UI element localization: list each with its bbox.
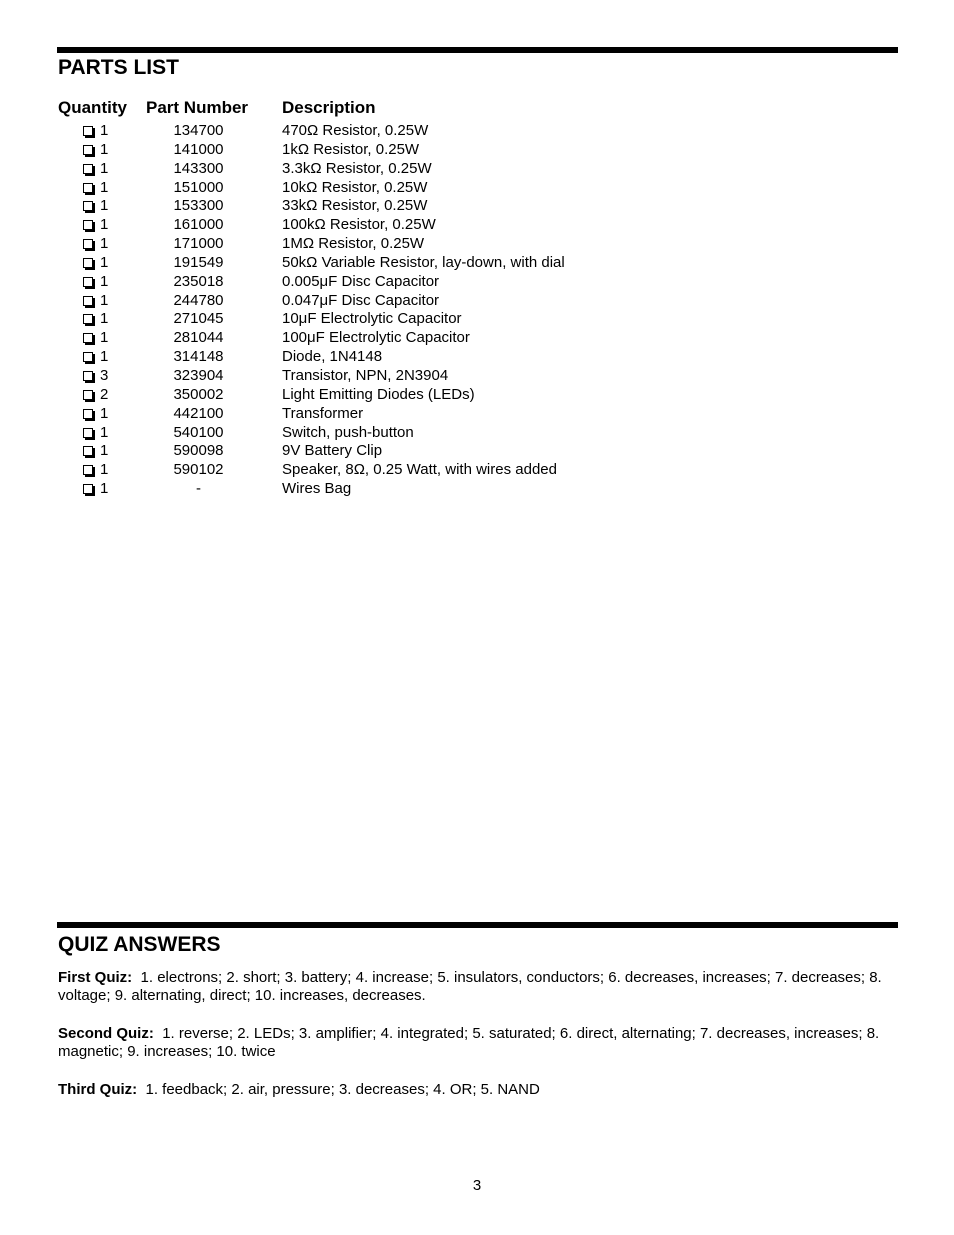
parts-rows bbox=[58, 122, 658, 499]
row-quantity: 1 bbox=[100, 216, 109, 234]
row-quantity: 1 bbox=[100, 235, 109, 253]
quiz-third bbox=[58, 1081, 903, 1099]
checkbox-icon bbox=[83, 220, 93, 230]
checkbox-icon bbox=[83, 201, 93, 211]
quiz-answers-title: QUIZ ANSWERS bbox=[58, 933, 221, 956]
row-description: 33kΩ Resistor, 0.25W bbox=[282, 197, 428, 215]
table-row bbox=[58, 424, 658, 443]
row-description: 470Ω Resistor, 0.25W bbox=[282, 122, 429, 139]
quiz-second-label: Second Quiz: bbox=[58, 1025, 154, 1042]
checkbox-icon bbox=[83, 296, 93, 306]
checkbox-icon bbox=[83, 390, 93, 400]
row-part-number: 151000 bbox=[173, 178, 224, 196]
row-part-number: 191549 bbox=[173, 253, 224, 271]
row-quantity: 1 bbox=[100, 404, 109, 422]
row-quantity: 1 bbox=[100, 480, 109, 498]
row-quantity: 1 bbox=[100, 310, 109, 328]
row-quantity: 1 bbox=[100, 272, 109, 290]
table-row bbox=[58, 405, 658, 424]
row-part-number: 143300 bbox=[173, 159, 224, 177]
checkbox-icon bbox=[83, 409, 93, 419]
row-part-number: 323904 bbox=[173, 366, 224, 384]
checkbox-icon bbox=[83, 183, 93, 193]
checkbox-icon bbox=[83, 446, 93, 456]
quiz-third-answers: 1. feedback; 2. air, pressure; 3. decreases; 4. OR; 5. NAND bbox=[145, 1081, 540, 1098]
row-description: 9V Battery Clip bbox=[282, 442, 383, 460]
checkbox-icon bbox=[83, 371, 93, 381]
row-quantity: 1 bbox=[100, 442, 109, 460]
quiz-first-label: First Quiz: bbox=[58, 969, 133, 986]
row-quantity: 1 bbox=[100, 178, 109, 196]
header-part-number: Part Number bbox=[146, 98, 249, 117]
checkbox-icon bbox=[83, 258, 93, 268]
page-number: 3 bbox=[472, 1177, 482, 1194]
quiz-second bbox=[58, 1025, 903, 1061]
row-part-number: 350002 bbox=[173, 385, 224, 403]
table-row bbox=[58, 122, 658, 141]
row-description: Transformer bbox=[282, 404, 364, 422]
table-row bbox=[58, 216, 658, 235]
checkbox-icon bbox=[83, 484, 93, 494]
row-quantity: 1 bbox=[100, 329, 109, 347]
row-quantity: 1 bbox=[100, 197, 109, 215]
row-description: 50kΩ Variable Resistor, lay-down, with dial bbox=[282, 253, 565, 271]
row-part-number: 590098 bbox=[173, 442, 224, 460]
row-part-number: 590102 bbox=[173, 461, 224, 479]
row-description: Wires Bag bbox=[282, 480, 352, 498]
table-row bbox=[58, 329, 658, 348]
checkbox-icon bbox=[83, 164, 93, 174]
table-row bbox=[58, 442, 658, 461]
table-row bbox=[58, 179, 658, 198]
row-description: 1kΩ Resistor, 0.25W bbox=[282, 140, 420, 158]
table-row bbox=[58, 254, 658, 273]
table-row bbox=[58, 273, 658, 292]
checkbox-icon bbox=[83, 428, 93, 438]
row-description: 0.047μF Disc Capacitor bbox=[282, 291, 440, 309]
row-part-number: 314148 bbox=[173, 348, 224, 366]
quiz-first-answers: 1. electrons; 2. short; 3. battery; 4. increase; 5. insulators, conductors; 6. decreases, increases; 7. decreases; 8. voltage; 9. alternating, direct; 10. increases, decreases. bbox=[58, 969, 882, 1004]
row-part-number: 540100 bbox=[173, 423, 224, 441]
row-quantity: 1 bbox=[100, 159, 109, 177]
row-part-number: - bbox=[196, 480, 201, 498]
row-description: Speaker, 8Ω, 0.25 Watt, with wires added bbox=[282, 461, 557, 479]
row-part-number: 281044 bbox=[173, 329, 224, 347]
row-part-number: 235018 bbox=[173, 272, 224, 290]
checkbox-icon bbox=[83, 314, 93, 324]
quiz-first bbox=[58, 969, 903, 1005]
checkbox-icon bbox=[83, 126, 93, 136]
row-quantity: 2 bbox=[100, 385, 109, 403]
row-quantity: 1 bbox=[100, 423, 109, 441]
row-description: 100μF Electrolytic Capacitor bbox=[282, 329, 470, 347]
row-description: 1MΩ Resistor, 0.25W bbox=[282, 235, 425, 253]
row-part-number: 141000 bbox=[173, 140, 224, 158]
header-quantity: Quantity bbox=[58, 98, 127, 117]
table-row bbox=[58, 461, 658, 480]
row-quantity: 1 bbox=[100, 348, 109, 366]
table-row bbox=[58, 197, 658, 216]
row-quantity: 1 bbox=[100, 253, 109, 271]
row-part-number: 244780 bbox=[173, 291, 224, 309]
checkbox-icon bbox=[83, 239, 93, 249]
row-part-number: 153300 bbox=[173, 197, 224, 215]
row-description: Diode, 1N4148 bbox=[282, 348, 383, 366]
row-part-number: 271045 bbox=[173, 310, 224, 328]
table-row bbox=[58, 292, 658, 311]
row-quantity: 1 bbox=[100, 461, 109, 479]
row-description: 100kΩ Resistor, 0.25W bbox=[282, 216, 436, 234]
row-description: 10μF Electrolytic Capacitor bbox=[282, 310, 462, 328]
row-part-number: 161000 bbox=[173, 216, 224, 234]
table-row bbox=[58, 141, 658, 160]
header-description: Description bbox=[282, 98, 376, 117]
row-quantity: 1 bbox=[100, 140, 109, 158]
row-description: Switch, push-button bbox=[282, 423, 414, 441]
checkbox-icon bbox=[83, 465, 93, 475]
table-row bbox=[58, 480, 658, 499]
row-part-number: 134700 bbox=[173, 122, 224, 139]
quiz-answers-rule bbox=[57, 922, 898, 928]
table-row bbox=[58, 386, 658, 405]
table-row bbox=[58, 160, 658, 179]
parts-list-rule bbox=[57, 47, 898, 53]
checkbox-icon bbox=[83, 277, 93, 287]
row-quantity: 3 bbox=[100, 366, 109, 384]
table-row bbox=[58, 348, 658, 367]
quiz-third-label: Third Quiz: bbox=[58, 1081, 138, 1098]
row-quantity: 1 bbox=[100, 291, 109, 309]
row-description: Transistor, NPN, 2N3904 bbox=[282, 366, 449, 384]
table-row bbox=[58, 367, 658, 386]
checkbox-icon bbox=[83, 333, 93, 343]
row-description: 10kΩ Resistor, 0.25W bbox=[282, 178, 428, 196]
row-description: 3.3kΩ Resistor, 0.25W bbox=[282, 159, 432, 177]
row-part-number: 171000 bbox=[173, 235, 224, 253]
parts-list-title: PARTS LIST bbox=[58, 56, 179, 79]
row-description: 0.005μF Disc Capacitor bbox=[282, 272, 440, 290]
checkbox-icon bbox=[83, 352, 93, 362]
checkbox-icon bbox=[83, 145, 93, 155]
quiz-second-answers: 1. reverse; 2. LEDs; 3. amplifier; 4. integrated; 5. saturated; 6. direct, alternating; 7. decreases, increases; 8. magnetic; 9. increases; 10. twice bbox=[58, 1025, 880, 1060]
table-row bbox=[58, 310, 658, 329]
table-row bbox=[58, 235, 658, 254]
row-description: Light Emitting Diodes (LEDs) bbox=[282, 385, 475, 403]
row-part-number: 442100 bbox=[173, 404, 224, 422]
row-quantity: 1 bbox=[100, 122, 109, 139]
